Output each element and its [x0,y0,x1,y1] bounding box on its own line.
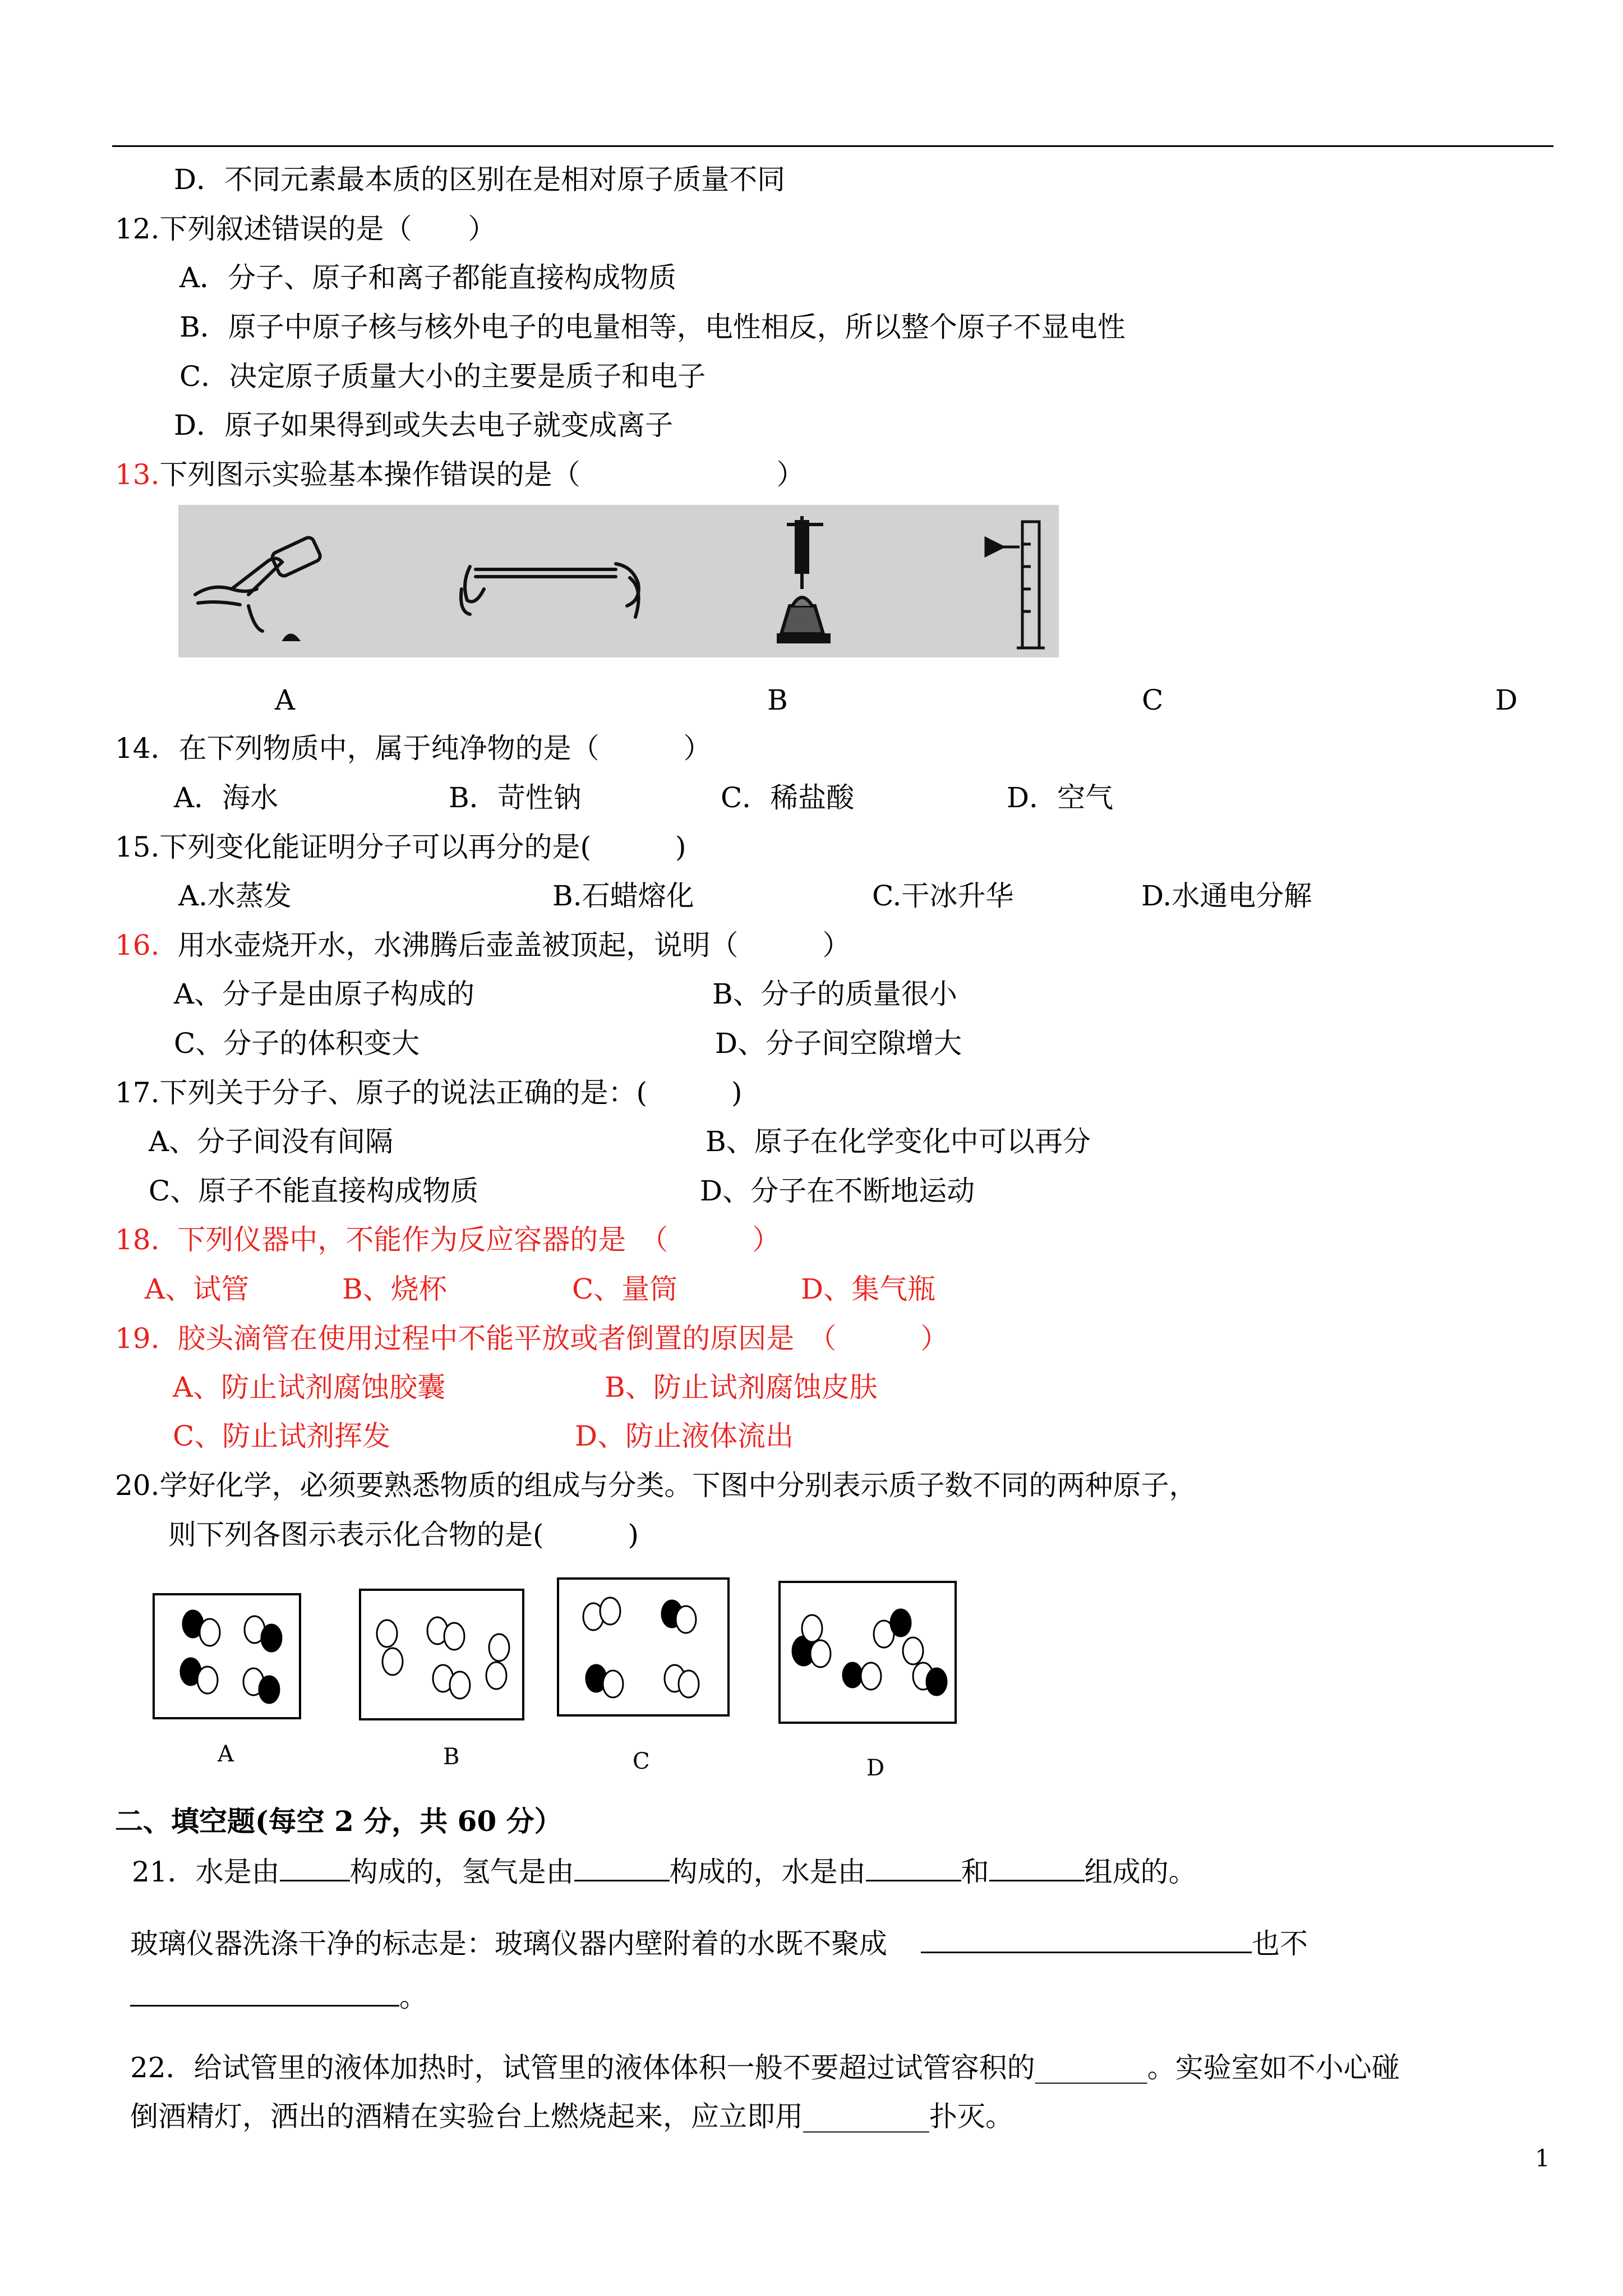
q12-option-a: A．分子、原子和离子都能直接构成物质 [179,261,677,294]
q21-line3 [130,1979,427,2014]
q14-option-c: C．稀盐酸 [721,781,855,814]
q15-option-c: C.干冰升华 [872,880,1014,912]
q15-stem: 15.下列变化能证明分子可以再分的是( ) [115,831,686,863]
q14-option-d: D．空气 [1007,781,1114,814]
q19-option-b: B、防止试剂腐蚀皮肤 [605,1371,878,1404]
q18-stem: 18. 下列仪器中，不能作为反应容器的是 （ ） [115,1223,781,1256]
section2-title: 二、填空题(每空 2 分，共 60 分） [115,1805,562,1838]
q19-option-d: D、防止液体流出 [575,1420,794,1452]
q18-option-d: D、集气瓶 [801,1273,936,1305]
q16-option-b: B、分子的质量很小 [712,978,957,1010]
q16-option-a: A、分子是由原子构成的 [174,978,475,1010]
q20-box-a [153,1593,301,1719]
q17-option-b: B、原子在化学变化中可以再分 [706,1125,1091,1158]
q12-option-c: C．决定原子质量大小的主要是质子和电子 [179,360,706,393]
q14-option-b: B．苛性钠 [449,781,582,814]
q21-line2-text: 玻璃仪器洗涤干净的标志是：玻璃仪器内壁附着的水既不聚成 [130,1927,887,1960]
q13-stem: 下列图示实验基本操作错误的是（ ） [159,458,805,491]
q20-box-c [557,1577,730,1717]
q14-option-a: A．海水 [174,781,279,814]
q22-line2: 倒酒精灯，洒出的酒精在实验台上燃烧起来，应立即用_________扑灭。 [130,2100,1013,2133]
q13-label-a: A [275,684,296,716]
q21-line2-tail: 也不 [1252,1927,1308,1960]
q12-option-b: B．原子中原子核与核外电子的电量相等，电性相反，所以整个原子不显电性 [179,311,1126,343]
q13-label-d: D [1495,684,1518,716]
q21-text-4: 和 [961,1856,989,1888]
q15-option-a: A.水蒸发 [178,880,292,912]
q21-blank-4[interactable] [989,1854,1085,1881]
header-rule [112,145,1553,147]
q13-number: 13. [115,458,160,491]
q20-stem-line2: 则下列各图示表示化合物的是( ) [168,1519,639,1551]
q17-option-a: A、分子间没有间隔 [149,1125,394,1158]
q19-option-a: A、防止试剂腐蚀胶囊 [173,1371,446,1404]
q20-label-b: B [443,1744,460,1770]
q13-label-c: C [1142,684,1164,716]
q18-option-a: A、试管 [145,1273,250,1305]
q20-box-d [778,1581,957,1724]
q12-stem: 12.下列叙述错误的是（ ） [115,213,496,245]
q21-line2 [130,1926,1308,1961]
q13-label-b: B [767,684,788,716]
q18-option-c: C、量筒 [572,1273,678,1305]
q21-text-5: 组成的。 [1084,1856,1197,1888]
q16-question [115,928,850,962]
q16-option-d: D、分子间空隙增大 [715,1027,962,1060]
q19-option-c: C、防止试剂挥发 [173,1420,391,1452]
q21-blank-5[interactable] [921,1926,1252,1953]
q20-label-d: D [866,1755,885,1781]
q13-lab-operations-image [178,505,1059,657]
q21-line3-tail: 。 [399,1981,427,2013]
q16-option-c: C、分子的体积变大 [174,1027,420,1060]
page-number: 1 [1535,2145,1550,2172]
q20-label-a: A [218,1741,234,1767]
q21-text-3: 构成的，水是由 [669,1856,866,1888]
q16-number: 16. [115,929,160,961]
q21-blank-3[interactable] [866,1854,961,1881]
q21-text-2: 构成的，氢气是由 [349,1856,574,1888]
q21-text-1: 21．水是由 [132,1856,280,1888]
q20-box-b [359,1589,524,1720]
q21-line1 [132,1854,1197,1889]
q13-question [115,458,805,491]
q20-label-c: C [633,1749,650,1774]
q21-blank-6[interactable] [130,1979,399,2007]
q16-stem: 用水壶烧开水，水沸腾后壶盖被顶起，说明（ ） [177,929,851,961]
q15-option-b: B.石蜡熔化 [552,880,694,912]
q21-blank-2[interactable] [574,1854,670,1881]
q21-blank-1[interactable] [280,1854,350,1881]
q15-option-d: D.水通电分解 [1141,880,1312,912]
q18-option-b: B、烧杯 [342,1273,447,1305]
q17-option-c: C、原子不能直接构成物质 [149,1175,479,1207]
q19-stem: 19. 胶头滴管在使用过程中不能平放或者倒置的原因是 （ ） [115,1322,949,1355]
q22-line1: 22．给试管里的液体加热时，试管里的液体体积一般不要超过试管容积的________。实验室如不小心碰 [130,2051,1400,2084]
q17-stem: 17.下列关于分子、原子的说法正确的是：( ) [115,1076,743,1109]
q11-option-d: D．不同元素最本质的区别在是相对原子质量不同 [174,163,786,196]
q20-stem: 20.学好化学，必须要熟悉物质的组成与分类。下图中分别表示质子数不同的两种原子， [115,1469,1197,1502]
q17-option-d: D、分子在不断地运动 [700,1175,975,1207]
q14-stem: 14．在下列物质中，属于纯净物的是（ ） [115,732,712,765]
q12-option-d: D．原子如果得到或失去电子就变成离子 [174,409,674,441]
